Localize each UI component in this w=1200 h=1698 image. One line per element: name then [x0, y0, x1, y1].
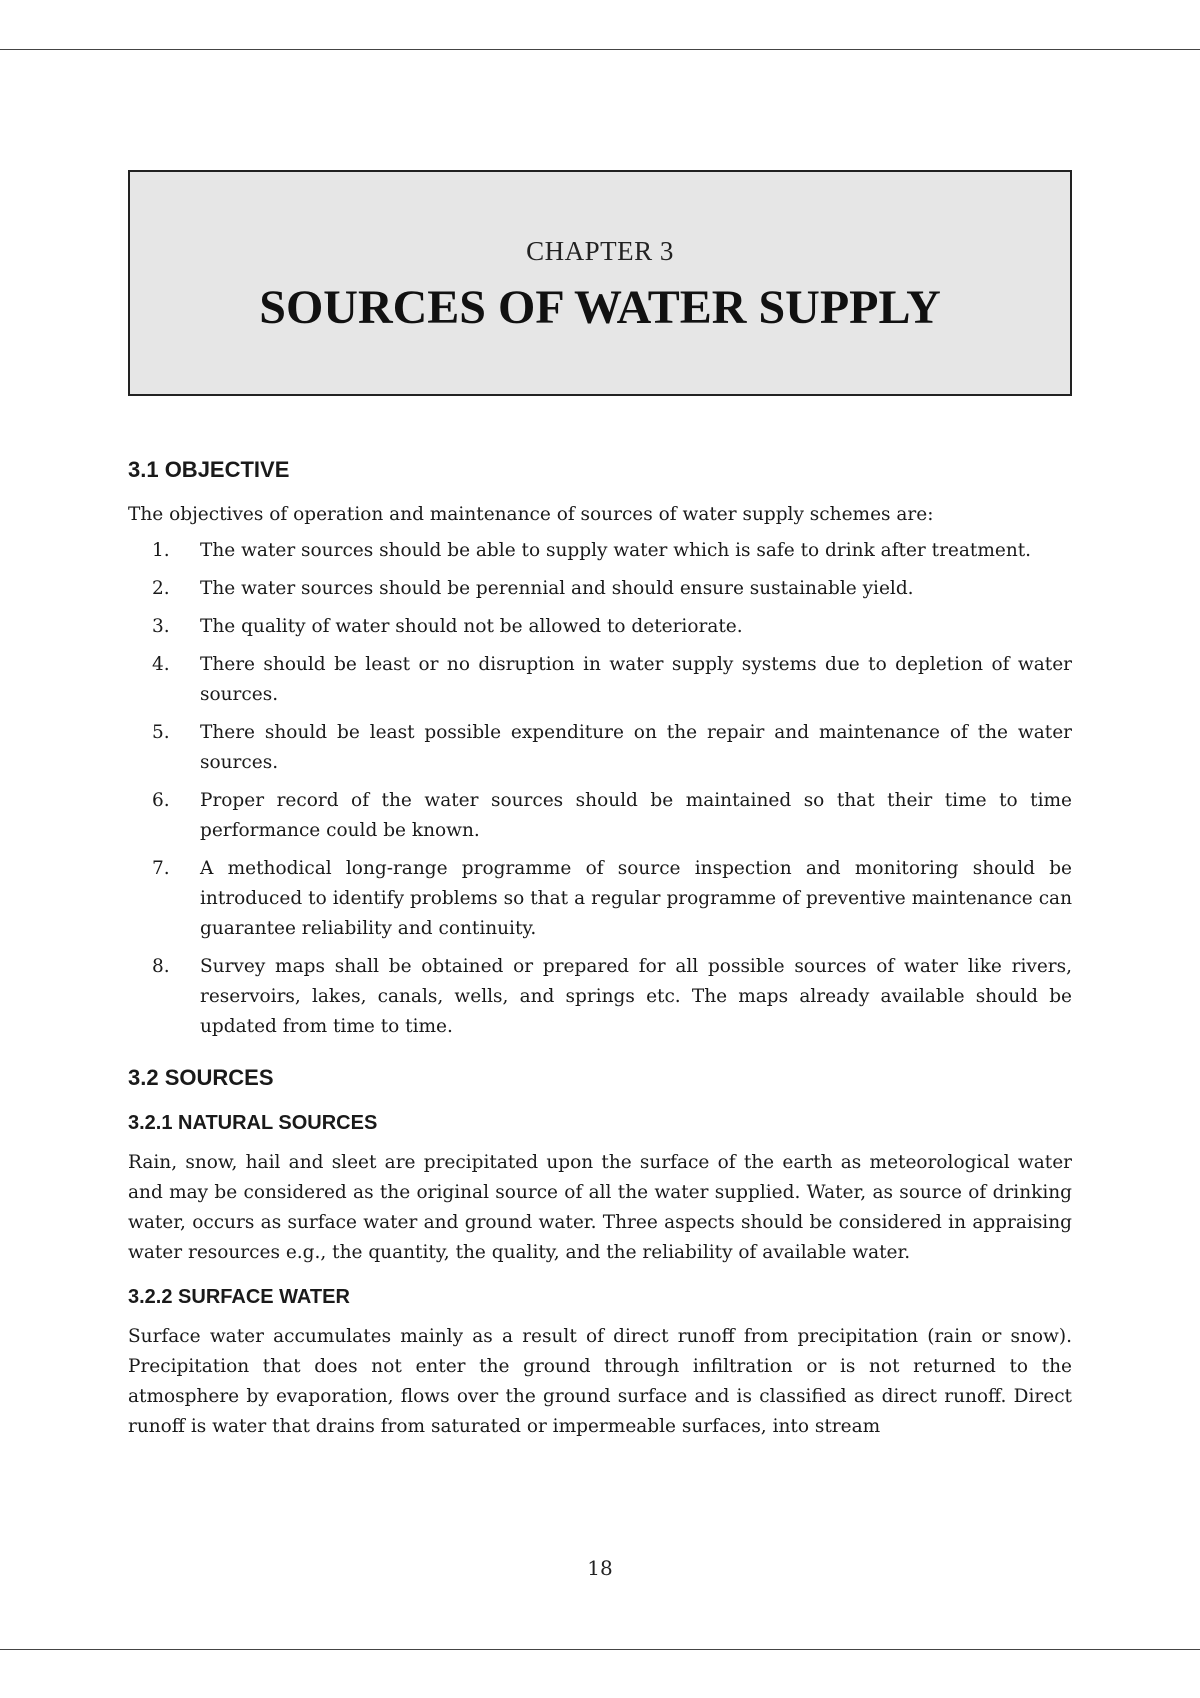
- section-heading-sources: 3.2 SOURCES: [128, 1065, 274, 1090]
- surface-water-paragraph: Surface water accumulates mainly as a result of direct runoff from precipitation (rain or snow). Precipitation that does not enter the ground through infiltration or is not returned to the atmosphere by evaporation, flows over the ground surface and is classified as direct runoff. Direct runoff is water that drains from saturated or impermeable surfaces, into stream: [128, 1326, 1072, 1437]
- chapter-title: SOURCES OF WATER SUPPLY: [259, 281, 941, 334]
- list-item-number: 1.: [152, 540, 170, 561]
- list-item-text: A methodical long-range programme of source inspection and monitoring should be introduced to identify problems so that a regular programme of preventive maintenance can guarantee reliability and continuity.: [200, 858, 1072, 939]
- natural-sources-paragraph: Rain, snow, hail and sleet are precipitated upon the surface of the earth as meteorological water and may be considered as the original source of all the water supplied. Water, as source of drinking water, occurs as surface water and ground water. Three aspects should be considered in appraising water resources e.g., the quantity, the quality, and the reliability of available water.: [128, 1152, 1072, 1263]
- list-item-number: 2.: [152, 578, 170, 599]
- list-item: [128, 574, 1072, 604]
- list-item: [128, 786, 1072, 846]
- list-item: [128, 854, 1072, 944]
- top-rule: [0, 49, 1200, 50]
- list-item: [128, 612, 1072, 642]
- chapter-title-box: [128, 170, 1072, 396]
- list-item-text: There should be least possible expenditure on the repair and maintenance of the water sources.: [200, 722, 1072, 773]
- list-item-text: There should be least or no disruption in water supply systems due to depletion of water sources.: [200, 654, 1072, 705]
- list-item-number: 3.: [152, 616, 170, 637]
- list-item-number: 4.: [152, 654, 170, 675]
- list-item-number: 6.: [152, 790, 170, 811]
- list-item-text: Proper record of the water sources should be maintained so that their time to time performance could be known.: [200, 790, 1072, 841]
- page-number: 18: [587, 1556, 613, 1580]
- list-item-number: 7.: [152, 858, 170, 879]
- list-item-text: The water sources should be able to supply water which is safe to drink after treatment.: [200, 540, 1032, 561]
- list-item-text: Survey maps shall be obtained or prepared for all possible sources of water like rivers, reservoirs, lakes, canals, wells, and springs etc. The maps already available should be updated from time to time.: [200, 956, 1072, 1037]
- list-item: [128, 952, 1072, 1042]
- list-item: [128, 536, 1072, 566]
- objectives-list: [128, 536, 1072, 1042]
- page-content: [128, 454, 1072, 1454]
- section-heading-objective: 3.1 OBJECTIVE: [128, 457, 290, 482]
- list-item-number: 8.: [152, 956, 170, 977]
- list-item: [128, 650, 1072, 710]
- list-item-text: The quality of water should not be allowed to deteriorate.: [200, 616, 743, 637]
- subsection-heading-natural-sources: 3.2.1 NATURAL SOURCES: [128, 1112, 378, 1134]
- list-item-text: The water sources should be perennial and should ensure sustainable yield.: [200, 578, 914, 599]
- list-item-number: 5.: [152, 722, 170, 743]
- chapter-label: CHAPTER 3: [526, 236, 674, 266]
- list-item: [128, 718, 1072, 778]
- bottom-rule: [0, 1649, 1200, 1650]
- subsection-heading-surface-water: 3.2.2 SURFACE WATER: [128, 1286, 350, 1308]
- objective-intro: The objectives of operation and maintenance of sources of water supply schemes are:: [128, 504, 934, 525]
